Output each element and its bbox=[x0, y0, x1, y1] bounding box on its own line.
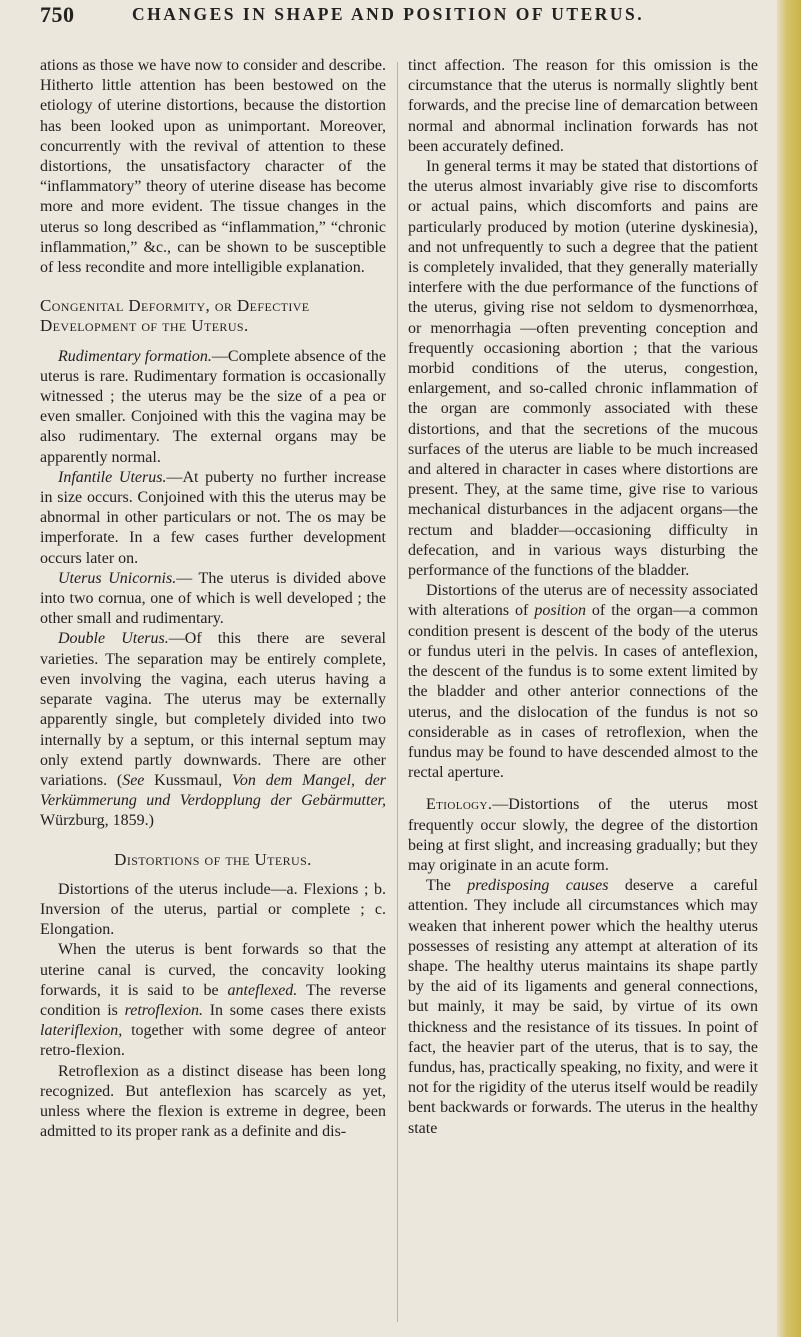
text-infantile: —At puberty no further increase in size occurs. Conjoined with this the uterus may be abnormal in other particulars or not. The os may be imperforate. In a few cases further development occurs later on. bbox=[40, 468, 387, 567]
text: The reverse condition is bbox=[40, 981, 386, 1019]
page-edge bbox=[777, 0, 801, 1337]
paragraph-etiology bbox=[408, 795, 758, 876]
term-infantile: Infantile Uterus. bbox=[58, 468, 167, 486]
citation-place: Würzburg, 1859.) bbox=[40, 812, 154, 830]
paragraph-position bbox=[408, 581, 758, 783]
paragraph-rudimentary bbox=[40, 347, 386, 468]
term-predisposing-causes: predisposing causes bbox=[467, 877, 609, 895]
column-rule bbox=[397, 62, 398, 1322]
text: In some cases there exists bbox=[202, 1001, 386, 1019]
term-double: Double Uterus. bbox=[58, 630, 169, 648]
text: deserve a careful attention. They include all circumstances which may weaken that inherent power which the healthy uterus possesses of resisting any attempt at alteration of its shape. The healthy uterus maintains its shape partly by the aid of its ligaments and general connections, but mainly, it may be said, by virtue of its own thickness and the resistance of its tissues. In point of fact, the heavier part of the uterus, that is to say, the fundus, has, practically speaking, no fixity, and were it not for the rigidity of the uterus itself would be readily bent backwards or forwards. The uterus in the healthy state bbox=[408, 877, 758, 1137]
text-rudimentary: —Complete absence of the uterus is rare. Rudimentary formation is occasionally witnessed ; the uterus may be the size of a pea or even smaller. Conjoined with this the vagina may be also rudimentary. The external organs may be apparently normal. bbox=[40, 347, 387, 466]
paragraph: Distortions of the uterus include—a. Flexions ; b. Inversion of the uterus, partial or complete ; c. Elongation. bbox=[40, 880, 386, 939]
paragraph-predisposing bbox=[408, 876, 758, 1139]
text: of the organ—a common condition present is descent of the body of the uterus or fundus uteri in the pelvis. In cases of anteflexion, the descent of the fundus is to some extent limited by the bladder and other anterior connections of the uterus, and the dislocation of the fundus is not so considerable as in cases of retroflexion, when the fundus may be found to have descended almost to the rectal aperture. bbox=[408, 602, 758, 782]
term-retroflexion: retroflexion. bbox=[124, 1001, 203, 1019]
text-unicornis: — The uterus is divided above into two cornua, one of which is well developed ; the other small and rudimentary. bbox=[40, 569, 386, 628]
page-number: 750 bbox=[40, 2, 75, 27]
term-rudimentary: Rudimentary formation. bbox=[58, 347, 212, 365]
term-unicornis: Uterus Unicornis. bbox=[58, 569, 177, 587]
term-etiology: Etiology. bbox=[426, 796, 493, 814]
right-column bbox=[408, 56, 758, 1139]
paragraph-infantile bbox=[40, 468, 386, 569]
text: The bbox=[426, 877, 468, 895]
paragraph-double bbox=[40, 629, 386, 831]
paragraph: In general terms it may be stated that distortions of the uterus almost invariably give rise to discomforts or actual pains, which discomforts and pains are particularly produced by motion (uterine dyskinesia), and not unfrequently to such a degree that the patient is completely invalided, that they generally materially interfere with the due performance of the functions of the uterus, giving rise not seldom to dysmenorrhœa, or menorrhagia —often preventing conception and frequently occasioning abortion ; that the various morbid conditions of the uterus, congestion, enlargement, and so-called chronic inflammation of the organ are commonly associated with these distortions, and that the secretions of the mucous surfaces of the uterus are liable to be much increased and altered in character in cases where distortions are present. They, at the same time, give rise to various mechanical disturbances in the adjacent organs—the rectum and bladder—occasioning difficulty in defecation, and in various ways disturbing the performance of the functions of the bladder. bbox=[408, 158, 758, 580]
running-title: CHANGES IN SHAPE AND POSITION OF UTERUS. bbox=[132, 4, 645, 24]
term-anteflexed: anteflexed. bbox=[227, 981, 298, 999]
term-lateriflexion: lateriflexion, bbox=[40, 1022, 123, 1040]
text-etiology: —Distortions of the uterus most frequently occur slowly, the degree of the distortion being at first slight, and increasing gradually; but they may originate in an acute form. bbox=[408, 796, 758, 874]
paragraph: tinct affection. The reason for this omission is the circumstance that the uterus is normally slightly bent forwards, and the precise line of demarcation between normal and abnormal inclination forwards has not been accurately defined. bbox=[408, 57, 758, 155]
text: When the uterus is bent forwards so that the uterine canal is curved, the concavity looking forwards, it is said to be bbox=[40, 941, 386, 999]
running-header bbox=[40, 0, 760, 34]
citation-see: See bbox=[122, 771, 145, 789]
paragraph: ations as those we have now to consider and describe. Hitherto little attention has been bestowed on the etiology of uterine distortions, because the distortion has been looked upon as unimportant. Moreover, concurrently with the revival of attention to these distortions, the unsatisfactory character of the “inflammatory” theory of uterine disease has become more and more evident. The tissue changes in the uterus so long described as “inflammation,” “chronic inflammation,” &c., can be shown to be susceptible of less recondite and more intelligible explanation. bbox=[40, 57, 386, 277]
text: together with some degree of anteor retro-flexion. bbox=[40, 1022, 386, 1060]
citation-author: Kussmaul, bbox=[144, 771, 232, 789]
paragraph-unicornis bbox=[40, 569, 386, 630]
section-heading-congenital: Congenital Deformity, or Defective Development of the Uterus. bbox=[40, 296, 310, 336]
citation-title: Von dem Mangel, der Verkümmerung und Verdopplung der Gebärmutter, bbox=[40, 771, 387, 810]
paragraph-flexions bbox=[40, 940, 386, 1061]
paragraph: Retroflexion as a distinct disease has been long recognized. But anteflexion has scarcely as yet, unless where the flexion is extreme in degree, been admitted to its proper rank as a definite and dis- bbox=[40, 1062, 386, 1141]
left-column bbox=[40, 56, 386, 1142]
text: Distortions of the uterus are of necessity associated with alterations of bbox=[408, 582, 758, 620]
text-double: —Of this there are several varieties. The separation may be entirely complete, even involving the vagina, each uterus having a separate vagina. The uterus may be externally apparently single, but completely divided into two internally by a septum, or this internal septum may only extend partly downwards. There are other variations. ( bbox=[40, 630, 387, 789]
term-position: position bbox=[534, 602, 586, 620]
section-heading-distortions: Distortions of the Uterus. bbox=[114, 849, 312, 869]
